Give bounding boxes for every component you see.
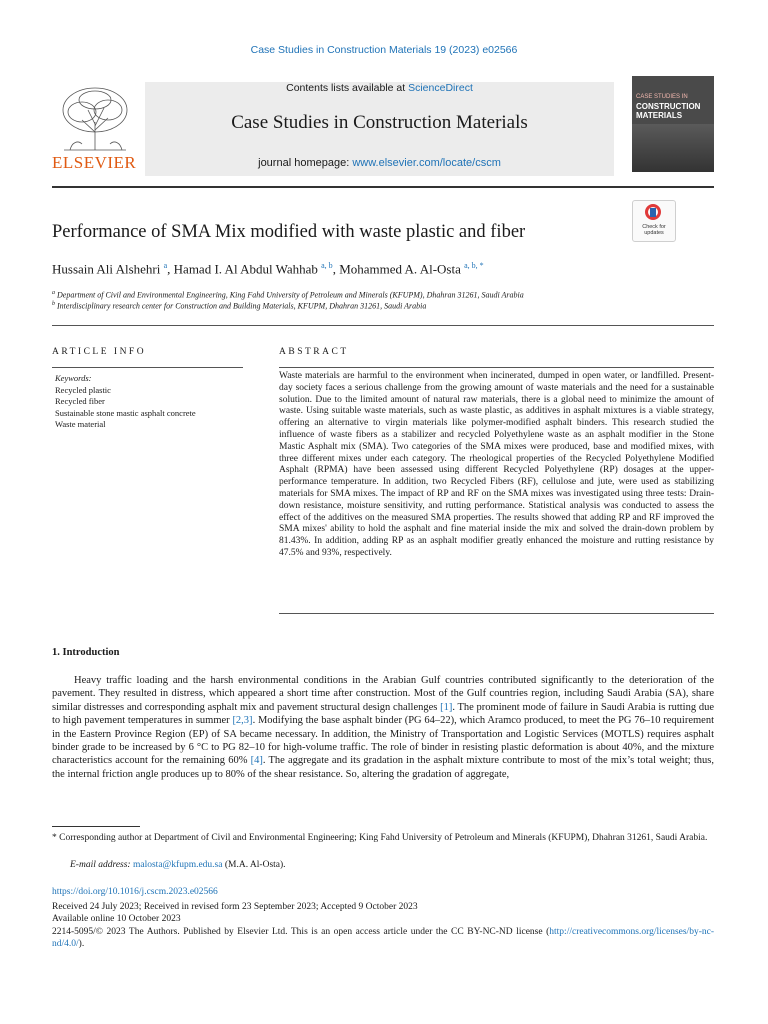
rights-text: 2214-5095/© 2023 The Authors. Published by Elsevier Ltd. This is an open access article under the CC BY-NC-ND license ( [52,927,550,937]
cover-line-1: CASE STUDIES IN [636,94,688,100]
abstract-divider [279,367,714,368]
introduction-paragraph [52,674,714,781]
journal-cover-image [632,76,714,172]
article-info-divider [52,367,243,368]
email-suffix: (M.A. Al-Osta). [222,860,286,870]
author-affiliation-marker[interactable]: a [163,261,168,270]
rights-text: ). [78,939,85,949]
bookmark-icon [650,208,656,217]
author-list: Hussain Ali Alshehri $^a$, Hamad I. Al Abdul Wahhab $^{a, b}$, Mohammed A. Al-Osta $^{a, b, *}$ [52,261,484,277]
reference-link[interactable]: [4] [250,755,263,767]
contents-prefix: Contents lists available at [286,82,409,94]
intro-text: . The aggregate and its gradation in the asphalt mixture contribute to most of the mix’s total weight; thus, the internal friction angle produces up to 80% of the shear resistance. So, altering the gradation of aggregate, [52,755,714,780]
keywords-label: Keywords: [55,373,92,383]
corresponding-author-note: * Corresponding author at Department of Civil and Environmental Engineering; King Fahd University of Petroleum and Minerals (KFUPM), Dhahran 31261, Saudi Arabia. [52,833,708,843]
online-date: Available online 10 October 2023 [52,914,181,924]
abstract-heading: ABSTRACT [279,347,349,357]
affiliation-text: Department of Civil and Environmental Engineering, King Fahd University of Petroleum and Minerals (KFUPM), Dhahran 31261, Saudi Arabia [57,290,524,300]
intro-text: . Modifying the base asphalt binder (PG 64–22), which Aramco produced, to meet the PG 76–10 requirement in the Eastern Province Region (EP) of SA became necessary. In addition, the Ministry of Transportation and Logistic Services (MOTLS) requires asphalt binder grade to be increased by 6 °C to PG 82–10 for high-volume traffic. The role of binder in resisting plastic deformation is about 40%, and the mixture characteristics account for the remaining 60% [52,715,714,767]
cover-photo [632,124,714,172]
affiliation-marker: b [52,301,55,307]
affiliation-a [52,290,524,300]
intro-text: Heavy traffic loading and the harsh environmental conditions in the Arabian Gulf countries contributed significantly to the deterioration of the pavement. They resulted in distress, which appeared a short time after construction. Most of the Gulf countries region, including Saudi Arabia (SA), share similar distresses and corresponding asphalt mix and pavement structural design challenges [52,675,714,713]
email-line [70,860,286,870]
cover-line-2: CONSTRUCTION MATERIALS [636,102,701,120]
publisher-logo-text: ELSEVIER [52,153,137,172]
license-link[interactable]: http://creativecommons.org/licenses/by-nc-nd/4.0/ [52,927,714,949]
footnote-divider [52,826,140,827]
email-link[interactable]: malosta@kfupm.edu.sa [132,860,223,870]
copyright-notice [52,926,714,950]
journal-citation[interactable]: Case Studies in Construction Materials 19 (2023) e02566 [250,44,518,56]
homepage-link[interactable]: www.elsevier.com/locate/cscm [352,157,501,169]
journal-title: Case Studies in Construction Materials [231,112,528,133]
contents-line [145,82,614,94]
article-info-heading: ARTICLE INFO [52,347,147,357]
keyword-item: Waste material [55,419,106,429]
author-name[interactable]: Mohammed A. Al-Osta [339,261,461,277]
journal-homepage [145,157,614,169]
check-updates-label: Check for updates [642,224,666,236]
author-name[interactable]: Hamad I. Al Abdul Wahhab [173,261,318,277]
section-heading-introduction: 1. Introduction [52,647,120,658]
abstract-text: Waste materials are harmful to the environment when incinerated, dumped in open water, or landfilled. Present-day society faces a serious challenge from the growing amount of waste materials and the need for a sustainable solution. Due to the limited amount of natural raw materials, there is a global need to minimize the amount of waste. Using suitable waste materials, such as waste plastic, as additives in asphalt mixtures is a viable strategy, offering an alternative to virgin materials like polymer-modified asphalt binders. This research studied the influence of waste fibers as a stabilizer and recycled Polyethylene waste as an asphalt modifier in the Stone Mastic Asphalt mix (SMA). Two categories of the SMA mixes were produced, base and modified mixes, with three different mixes under each category. The rheological properties of the Recycled Polyethylene Modified Asphalt (RPMA) have been assessed using different Recycled Polyethylene (RP) dosages at the upper-performance temperature. In addition, two Recycled Fibers (RF), cellulose and jute, were used as stabilizing materials for SMA mixes. The impact of RP and RF on the SMA mixes was investigated using three tests: Drain-down resistance, moisture sensitivity, and rutting performance. Statistical analysis was conducted to assess the effect of the additives on the measured SMA properties. The results showed that adding RP and RF improved the SMA mixes' ability to hold the asphalt and fine material inside the mix and solved the drain-down problem by 81.43%. In addition, adding RP as an asphalt modifier greatly enhanced the moisture and rutting resistance by 47.5% and 93%, respectively. [279,371,714,558]
affiliation-marker: a [52,290,55,296]
keyword-item: Recycled fiber [55,396,105,406]
header-divider [52,186,714,188]
affiliation-text: Interdisciplinary research center for Construction and Building Materials, KFUPM, Dhahran 31261, Saudi Arabia [57,301,427,311]
check-for-updates-button[interactable] [632,200,676,242]
keywords-list [55,373,196,431]
author-affiliation-marker[interactable]: a, b [321,261,333,270]
author-name[interactable]: Hussain Ali Alshehri [52,261,161,277]
keyword-item: Sustainable stone mastic asphalt concrete [55,407,196,418]
received-dates: Received 24 July 2023; Received in revised form 23 September 2023; Accepted 9 October 2023 [52,902,418,912]
reference-link[interactable]: [2,3] [232,715,253,727]
article-title: Performance of SMA Mix modified with waste plastic and fiber [52,222,526,242]
abstract-bottom-divider [279,613,714,614]
homepage-prefix: journal homepage: [258,157,353,169]
doi-link[interactable]: https://doi.org/10.1016/j.cscm.2023.e02566 [52,887,218,897]
email-label: E-mail address: [70,860,133,870]
intro-text: . The prominent mode of failure in Saudi Arabia is rutting due to high pavement temperatures in summer [52,701,714,727]
affiliation-b [52,301,426,311]
reference-link[interactable]: [1] [440,701,453,713]
keyword-item: Recycled plastic [55,384,111,395]
author-affiliation-marker[interactable]: a, b, * [464,261,484,270]
affiliation-divider [52,325,714,326]
sciencedirect-link[interactable]: ScienceDirect [408,82,473,94]
